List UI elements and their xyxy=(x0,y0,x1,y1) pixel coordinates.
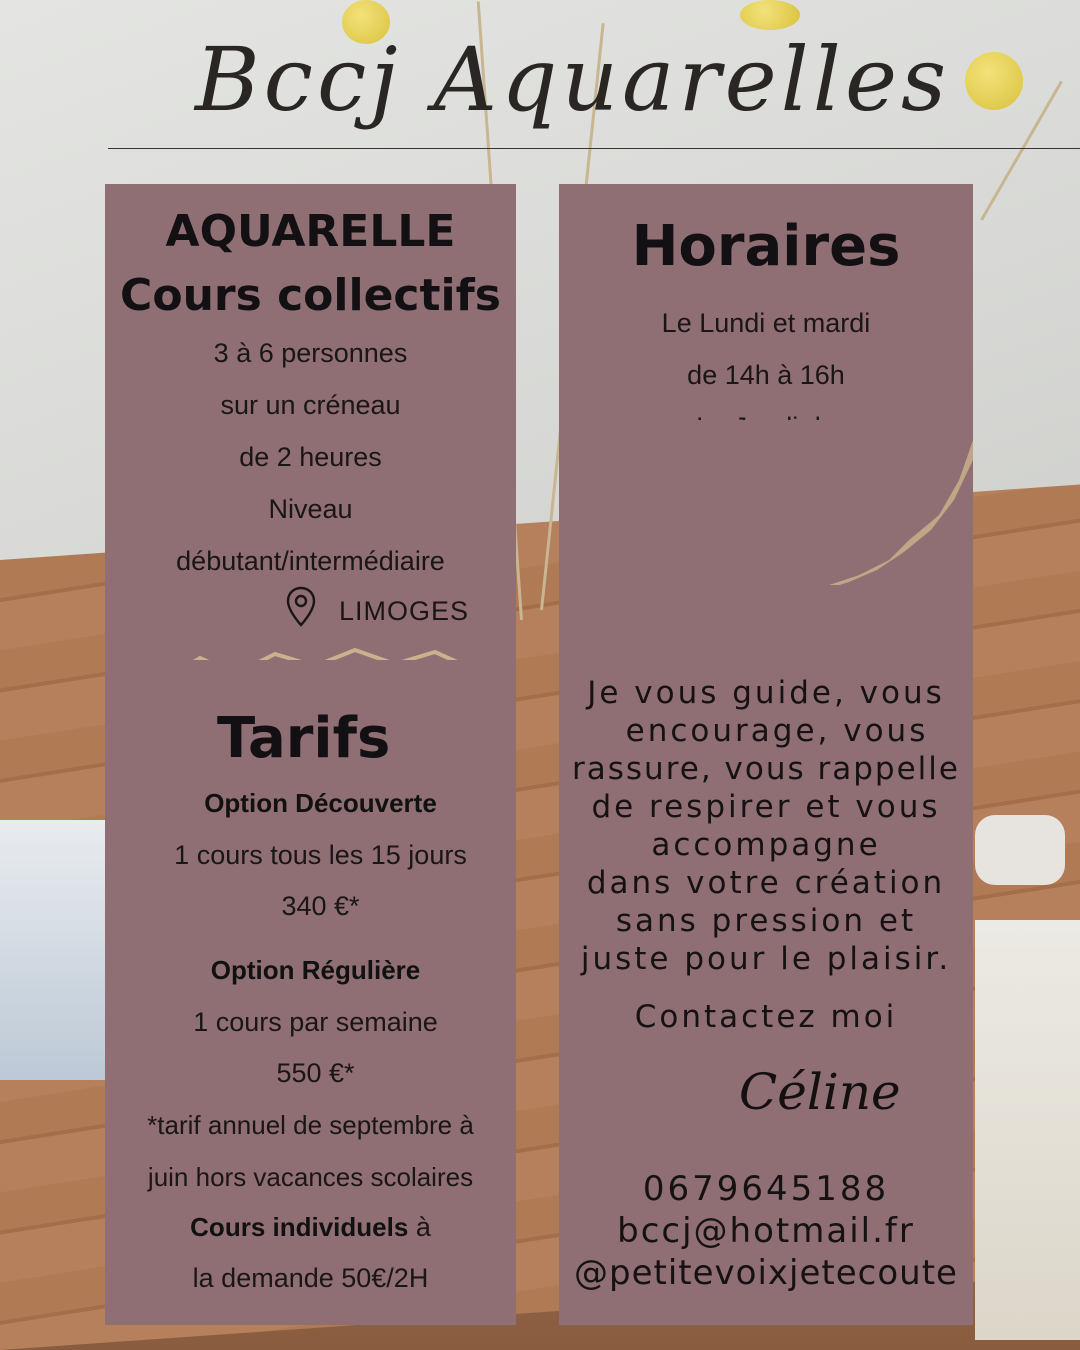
horaires-line: de 14h à 16h xyxy=(687,360,845,390)
cloth xyxy=(975,815,1065,885)
horaires-line: Le Lundi et mardi xyxy=(661,308,871,338)
map-pin-icon xyxy=(285,586,317,628)
option1-title: Option Découverte xyxy=(204,788,437,818)
message-line: dans votre création xyxy=(586,865,946,901)
individuel-line xyxy=(105,1212,516,1243)
individuel-rest: à xyxy=(408,1212,431,1242)
message-line: juste pour le plaisir. xyxy=(580,941,952,977)
location-label: LIMOGES xyxy=(339,596,470,626)
phone-number[interactable]: 0679645188 xyxy=(642,1169,890,1209)
brand-title: Bccj Aquarelles xyxy=(195,28,951,131)
watercolor-sheet xyxy=(0,820,110,1080)
cours-line: sur un créneau xyxy=(220,390,401,420)
cours-line: 3 à 6 personnes xyxy=(213,338,408,368)
social-handle[interactable]: @petitevoixjetecoute xyxy=(574,1253,958,1293)
option2-desc: 1 cours par semaine xyxy=(193,1007,438,1037)
individuel-line-2: la demande 50€/2H xyxy=(192,1263,429,1293)
contact-cta: Contactez moi xyxy=(634,999,898,1035)
tarifs-heading: Tarifs xyxy=(217,706,391,771)
cours-line: de 2 heures xyxy=(239,442,382,472)
tarif-note-line: juin hors vacances scolaires xyxy=(147,1162,474,1192)
yellow-flower xyxy=(740,0,800,30)
message-line: Je vous guide, vous xyxy=(587,675,945,711)
title-underline xyxy=(108,148,1080,149)
contact-panel xyxy=(559,585,973,1325)
message-line: sans pression et xyxy=(615,903,917,939)
cours-heading-2: Cours collectifs xyxy=(120,270,501,321)
cours-line: débutant/intermédiaire xyxy=(176,546,445,576)
message-line: accompagne xyxy=(651,827,881,863)
option2-price: 550 €* xyxy=(276,1058,355,1088)
message-line: encourage, vous xyxy=(625,713,929,749)
tarif-note-line: *tarif annuel de septembre à xyxy=(147,1110,474,1140)
signature: Céline xyxy=(739,1063,901,1121)
cours-heading-1: AQUARELLE xyxy=(165,206,456,257)
option2-title: Option Régulière xyxy=(210,955,421,985)
message-line: rassure, vous rappelle xyxy=(572,751,960,787)
individuel-bold: Cours individuels xyxy=(190,1212,409,1242)
cours-panel xyxy=(105,184,516,704)
cours-line: Niveau xyxy=(268,494,353,524)
option1-price: 340 €* xyxy=(281,891,360,921)
yellow-flower xyxy=(965,52,1023,110)
horaires-heading: Horaires xyxy=(631,214,901,279)
option1-desc: 1 cours tous les 15 jours xyxy=(174,840,467,870)
email-address[interactable]: bccj@hotmail.fr xyxy=(617,1211,915,1251)
message-line: de respirer et vous xyxy=(591,789,941,825)
watercolor-sheet xyxy=(975,920,1080,1340)
tarifs-panel xyxy=(105,660,516,1325)
